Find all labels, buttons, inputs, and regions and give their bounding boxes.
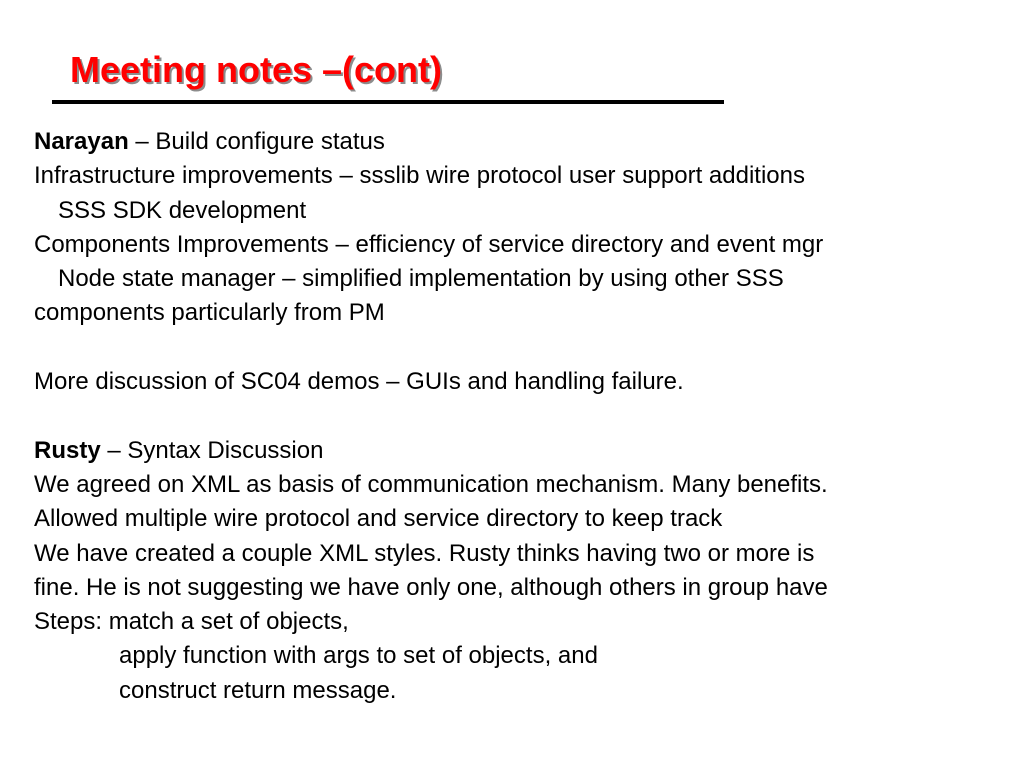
slide-title: Meeting notes –(cont) bbox=[70, 49, 443, 90]
notes-line: components particularly from PM bbox=[34, 299, 385, 327]
speaker-narayan: Narayan bbox=[34, 128, 129, 155]
notes-line: We agreed on XML as basis of communication mechanism. Many benefits. bbox=[34, 470, 828, 498]
slide-body bbox=[34, 125, 994, 708]
notes-line: SSS SDK development bbox=[58, 196, 307, 224]
notes-line: Allowed multiple wire protocol and service directory to keep track bbox=[34, 505, 723, 533]
notes-line: fine. He is not suggesting we have only one, although others in group have bbox=[34, 573, 828, 601]
notes-line: We have created a couple XML styles. Rusty thinks having two or more is bbox=[34, 539, 815, 567]
notes-line-narayan bbox=[34, 125, 994, 159]
speaker-rusty: Rusty bbox=[34, 436, 101, 464]
notes-line: construct return message. bbox=[119, 676, 397, 704]
notes-line: apply function with args to set of objects, and bbox=[119, 642, 598, 670]
blank-line bbox=[34, 399, 994, 433]
blank-line bbox=[34, 331, 994, 365]
line-text: – Build configure status bbox=[128, 128, 385, 155]
notes-line-rusty bbox=[34, 434, 994, 468]
notes-line: Infrastructure improvements – ssslib wire protocol user support additions bbox=[34, 162, 805, 190]
notes-line: More discussion of SC04 demos – GUIs and handling failure. bbox=[34, 368, 684, 396]
line-text: – Syntax Discussion bbox=[100, 436, 324, 464]
title-underline bbox=[52, 100, 724, 104]
notes-line: Steps: match a set of objects, bbox=[34, 608, 349, 636]
notes-line: Components Improvements – efficiency of service directory and event mgr bbox=[34, 230, 824, 258]
notes-line: Node state manager – simplified implementation by using other SSS bbox=[58, 265, 784, 293]
